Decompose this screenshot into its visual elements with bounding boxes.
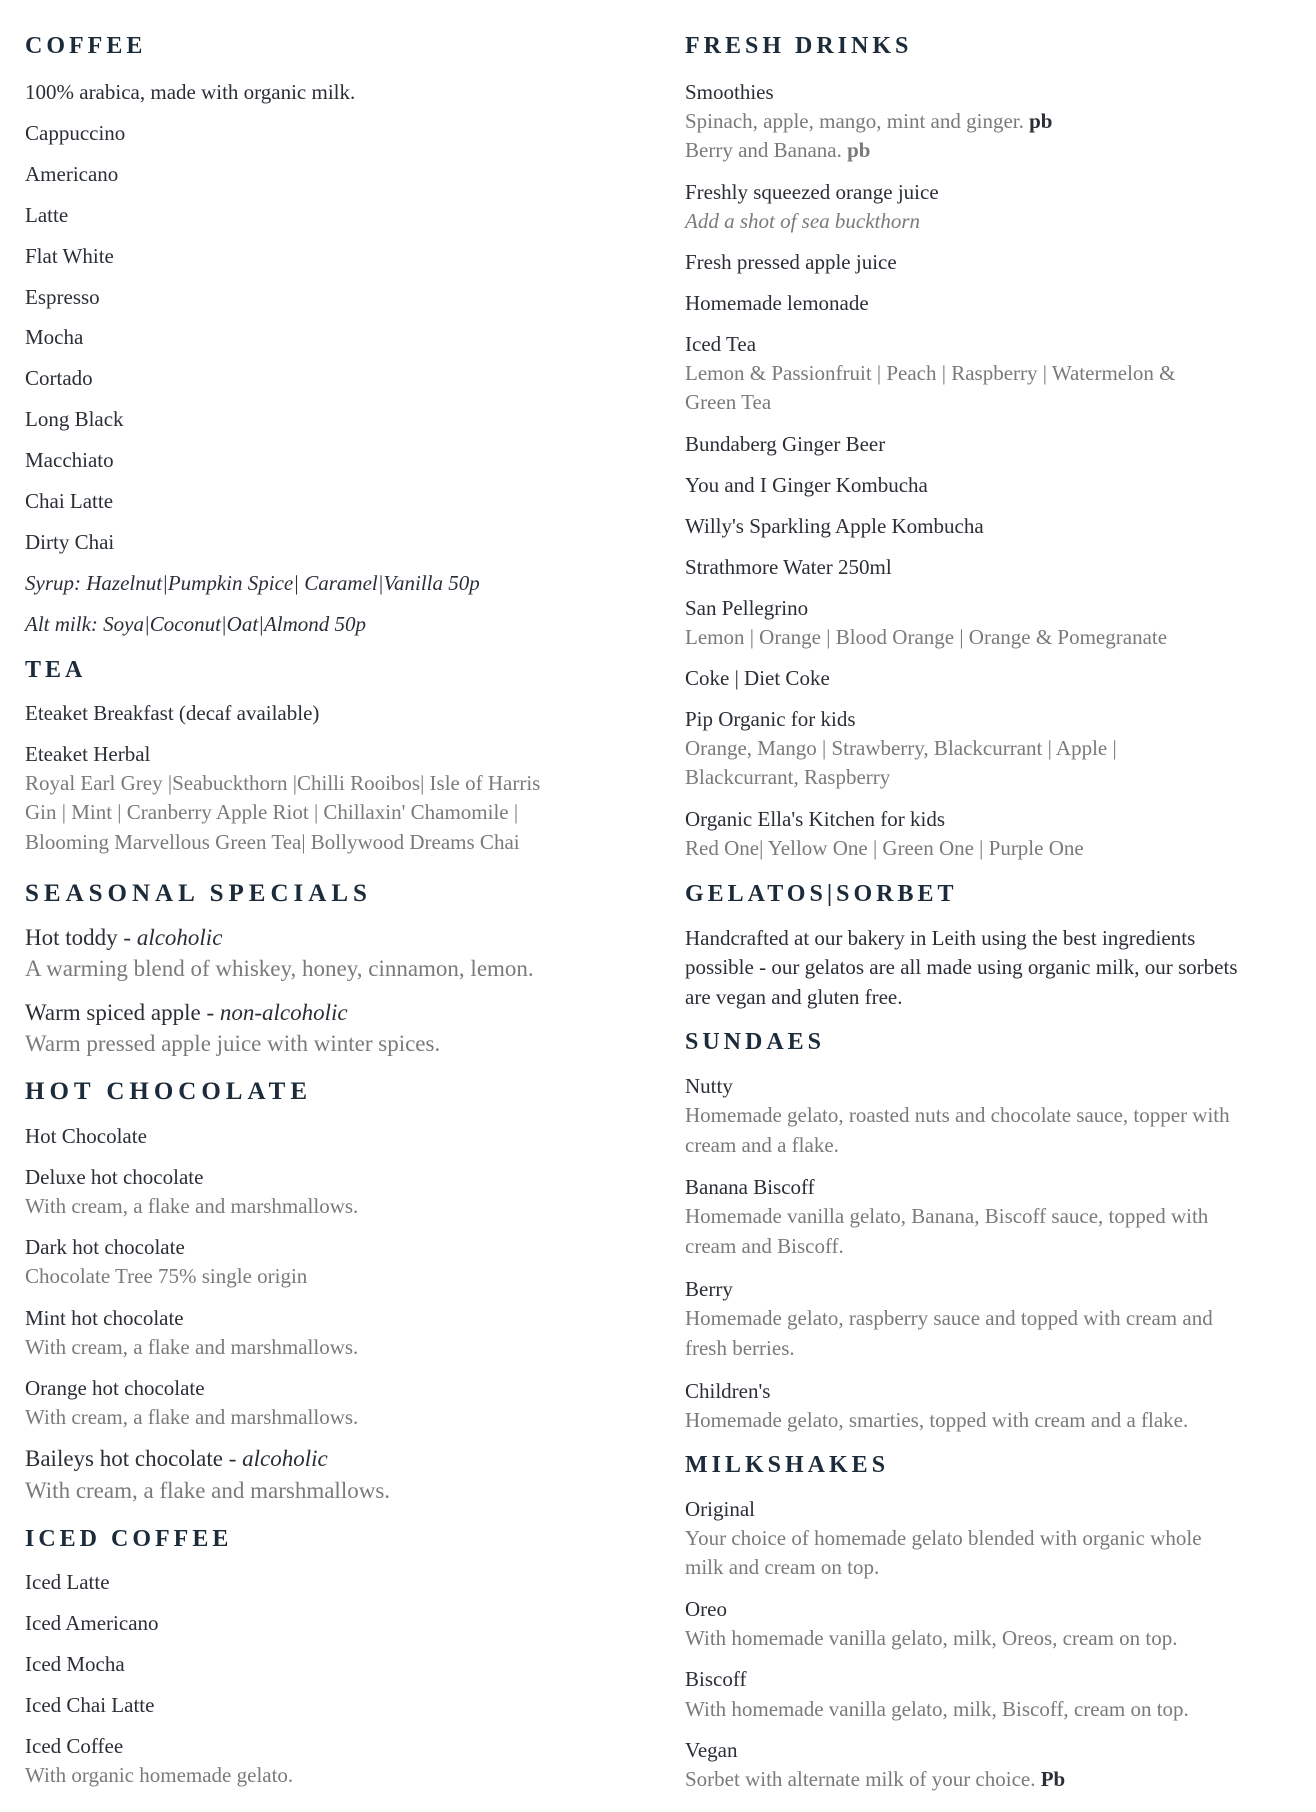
coffee-heading: COFFEE [25, 33, 147, 59]
sundaes-heading: SUNDAES [685, 1029, 826, 1055]
item-description: Blackcurrant, Raspberry [685, 765, 891, 789]
item-description: Lemon & Passionfruit | Peach | Raspberry | Watermelon & [685, 361, 1176, 385]
menu-item [25, 1000, 348, 1026]
menu-item: Vegan [685, 1738, 738, 1762]
menu-item: Long Black [25, 407, 124, 431]
menu-item: Dirty Chai [25, 530, 115, 554]
item-description: milk and cream on top. [685, 1555, 880, 1579]
item-description: cream and Biscoff. [685, 1234, 844, 1258]
item-description: Lemon | Orange | Blood Orange | Orange & Pomegranate [685, 625, 1168, 649]
menu-item: Children's [685, 1379, 771, 1403]
menu-item: Strathmore Water 250ml [685, 555, 892, 579]
menu-item: Macchiato [25, 448, 114, 472]
item-description: Chocolate Tree 75% single origin [25, 1264, 308, 1288]
menu-item: Iced Chai Latte [25, 1693, 155, 1717]
gelatos-heading: GELATOS|SORBET [685, 881, 958, 907]
iced-coffee-heading: ICED COFFEE [25, 1526, 233, 1552]
item-description: With organic homemade gelato. [25, 1763, 294, 1787]
menu-item: Iced Tea [685, 332, 757, 356]
menu-item: Iced Latte [25, 1570, 110, 1594]
menu-item: Latte [25, 203, 69, 227]
plant-based-tag: pb [847, 138, 871, 162]
menu-item: Deluxe hot chocolate [25, 1165, 204, 1189]
herbal-options: Blooming Marvellous Green Tea| Bollywood Dreams Chai [25, 830, 520, 854]
menu-item: You and I Ginger Kombucha [685, 473, 928, 497]
item-description: With cream, a flake and marshmallows. [25, 1194, 359, 1218]
item-description: With cream, a flake and marshmallows. [25, 1478, 391, 1503]
menu-item: Iced Americano [25, 1611, 159, 1635]
tea-heading: TEA [25, 657, 87, 683]
item-tag: alcoholic [136, 925, 223, 950]
menu-item: San Pellegrino [685, 596, 809, 620]
coffee-intro: 100% arabica, made with organic milk. [25, 80, 356, 104]
menu-item: Freshly squeezed orange juice [685, 180, 939, 204]
seasonal-heading: SEASONAL SPECIALS [25, 880, 372, 907]
menu-item [25, 925, 222, 951]
item-description: Homemade gelato, smarties, topped with cream and a flake. [685, 1408, 1189, 1432]
menu-item: Flat White [25, 244, 114, 268]
menu-item: Fresh pressed apple juice [685, 250, 897, 274]
item-description [685, 1767, 1065, 1792]
item-tag: non-alcoholic [219, 1000, 348, 1025]
item-description: Warm pressed apple juice with winter spices. [25, 1031, 441, 1056]
menu-item: Chai Latte [25, 489, 114, 513]
menu-item: Cappuccino [25, 121, 126, 145]
item-description: Homemade gelato, raspberry sauce and topped with cream and [685, 1306, 1213, 1330]
item-description: Orange, Mango | Strawberry, Blackcurrant | Apple | [685, 736, 1117, 760]
item-name: Hot toddy - [25, 925, 137, 950]
item-description: fresh berries. [685, 1336, 795, 1360]
item-name: Warm spiced apple - [25, 1000, 220, 1025]
menu-item: Iced Coffee [25, 1734, 124, 1758]
menu-item: Organic Ella's Kitchen for kids [685, 807, 945, 831]
gelatos-description: Handcrafted at our bakery in Leith using the best ingredients [685, 926, 1196, 950]
herbal-options: Gin | Mint | Cranberry Apple Riot | Chillaxin' Chamomile | [25, 800, 519, 824]
menu-item: Espresso [25, 285, 100, 309]
item-description: Your choice of homemade gelato blended with organic whole [685, 1526, 1202, 1550]
menu-item: Oreo [685, 1597, 727, 1621]
menu-item: Cortado [25, 366, 93, 390]
item-description: Add a shot of sea buckthorn [685, 209, 921, 233]
gelatos-description: are vegan and gluten free. [685, 985, 903, 1009]
item-description: cream and a flake. [685, 1133, 839, 1157]
milkshakes-heading: MILKSHAKES [685, 1452, 890, 1478]
menu-item: Pip Organic for kids [685, 707, 856, 731]
item-name: Baileys hot chocolate - [25, 1446, 243, 1471]
plant-based-tag: Pb [1040, 1767, 1066, 1791]
menu-item: Smoothies [685, 80, 774, 104]
menu-item: Banana Biscoff [685, 1175, 815, 1199]
description-text: Sorbet with alternate milk of your choice. [685, 1767, 1041, 1791]
item-description: With cream, a flake and marshmallows. [25, 1405, 359, 1429]
item-description [685, 109, 1052, 134]
menu-item: Bundaberg Ginger Beer [685, 432, 886, 456]
gelatos-description: possible - our gelatos are all made using organic milk, our sorbets [685, 955, 1238, 979]
menu-item: Eteaket Herbal [25, 742, 151, 766]
menu-item: Iced Mocha [25, 1652, 125, 1676]
item-description: Red One| Yellow One | Green One | Purple One [685, 836, 1084, 860]
alt-milk-options: Alt milk: Soya|Coconut|Oat|Almond 50p [25, 612, 367, 636]
menu-item: Berry [685, 1277, 733, 1301]
menu-item: Mocha [25, 325, 84, 349]
item-description: Green Tea [685, 390, 772, 414]
syrup-options: Syrup: Hazelnut|Pumpkin Spice| Caramel|Vanilla 50p [25, 571, 480, 595]
description-text: Spinach, apple, mango, mint and ginger. [685, 109, 1030, 133]
item-description: Homemade vanilla gelato, Banana, Biscoff sauce, topped with [685, 1204, 1209, 1228]
hot-chocolate-heading: HOT CHOCOLATE [25, 1078, 313, 1105]
menu-item: Mint hot chocolate [25, 1306, 184, 1330]
plant-based-tag: pb [1029, 109, 1053, 133]
item-description: With cream, a flake and marshmallows. [25, 1335, 359, 1359]
menu-item: Dark hot chocolate [25, 1235, 185, 1259]
item-description: Homemade gelato, roasted nuts and chocolate sauce, topper with [685, 1103, 1230, 1127]
menu-item [25, 1446, 328, 1472]
fresh-drinks-heading: FRESH DRINKS [685, 33, 913, 59]
menu-item: Original [685, 1497, 755, 1521]
item-description [685, 138, 870, 163]
menu-item: Orange hot chocolate [25, 1376, 205, 1400]
herbal-options: Royal Earl Grey |Seabuckthorn |Chilli Rooibos| Isle of Harris [25, 771, 541, 795]
item-description: With homemade vanilla gelato, milk, Oreos, cream on top. [685, 1626, 1178, 1650]
item-description: A warming blend of whiskey, honey, cinnamon, lemon. [25, 956, 534, 981]
menu-item: Eteaket Breakfast (decaf available) [25, 701, 320, 725]
menu-item: Homemade lemonade [685, 291, 869, 315]
menu-item: Nutty [685, 1074, 733, 1098]
menu-item: Biscoff [685, 1667, 747, 1691]
description-text: Berry and Banana. [685, 138, 848, 162]
menu-item: Willy's Sparkling Apple Kombucha [685, 514, 984, 538]
item-description: With homemade vanilla gelato, milk, Biscoff, cream on top. [685, 1697, 1189, 1721]
menu-item: Hot Chocolate [25, 1124, 147, 1148]
menu-item: Americano [25, 162, 119, 186]
item-tag: alcoholic [242, 1446, 328, 1471]
menu-item: Coke | Diet Coke [685, 666, 830, 690]
